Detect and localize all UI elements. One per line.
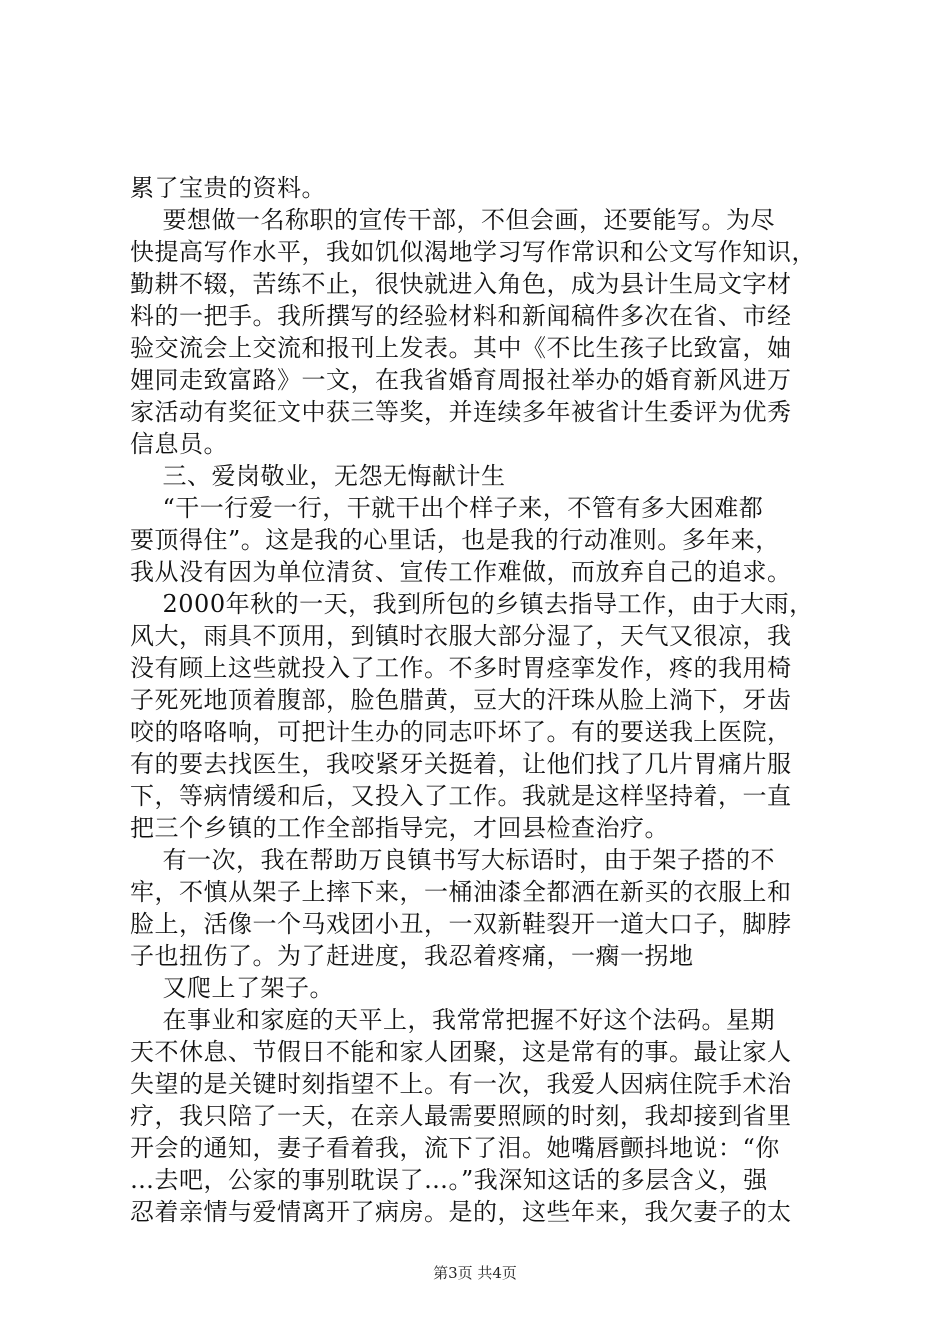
- text-line: 验交流会上交流和报刊上发表。其中《不比生孩子比致富，妯: [130, 334, 792, 362]
- text-line: 快提高写作水平，我如饥似渴地学习写作常识和公文写作知识，: [130, 238, 816, 266]
- text-line: 疗，我只陪了一天，在亲人最需要照顾的时刻，我却接到省里: [130, 1102, 792, 1130]
- text-line: 娌同走致富路》一文，在我省婚育周报社举办的婚育新风进万: [130, 366, 792, 394]
- text-line: 天不休息、节假日不能和家人团聚，这是常有的事。最让家人: [130, 1038, 792, 1066]
- text-line: 开会的通知，妻子看着我，流下了泪。她嘴唇颤抖地说：“你: [130, 1134, 780, 1162]
- text-line: 下，等病情缓和后，又投入了工作。我就是这样坚持着，一直: [130, 782, 792, 810]
- text-line: 脸上，活像一个马戏团小丑，一双新鞋裂开一道大口子，脚脖: [130, 910, 792, 938]
- text-line: 子死死地顶着腹部，脸色腊黄，豆大的汗珠从脸上淌下，牙齿: [130, 686, 792, 714]
- text-line: 有的要去找医生，我咬紧牙关挺着，让他们找了几片胃痛片服: [130, 750, 792, 778]
- text-line: 子也扭伤了。为了赶进度，我忍着疼痛，一瘸一拐地: [130, 942, 694, 970]
- text-line: 有一次，我在帮助万良镇书写大标语时，由于架子搭的不: [130, 846, 776, 874]
- text-line: 勤耕不辍，苦练不止，很快就进入角色，成为县计生局文字材: [130, 270, 792, 298]
- text-line: 2000年秋的一天，我到所包的乡镇去指导工作，由于大雨，: [130, 590, 814, 618]
- text-line: 风大，雨具不顶用，到镇时衣服大部分湿了，天气又很凉，我: [130, 622, 792, 650]
- text-line: 累了宝贵的资料。: [130, 174, 326, 202]
- page-footer: [0, 1263, 950, 1283]
- text-line: 在事业和家庭的天平上，我常常把握不好这个法码。星期: [130, 1006, 776, 1034]
- text-line: 没有顾上这些就投入了工作。不多时胃痉挛发作，疼的我用椅: [130, 654, 792, 682]
- text-line: 失望的是关键时刻指望不上。有一次，我爱人因病住院手术治: [130, 1070, 792, 1098]
- text-line: 牢，不慎从架子上摔下来，一桶油漆全都洒在新买的衣服上和: [130, 878, 792, 906]
- text-line: 咬的咯咯响，可把计生办的同志吓坏了。有的要送我上医院，: [130, 718, 792, 746]
- text-line: “干一行爱一行，干就干出个样子来，不管有多大困难都: [130, 494, 764, 522]
- section-heading: 三、爱岗敬业，无怨无悔献计生: [130, 462, 506, 490]
- text-line: 我从没有因为单位清贫、宣传工作难做，而放弃自己的追求。: [130, 558, 792, 586]
- text-line: 要想做一名称职的宣传干部，不但会画，还要能写。为尽: [130, 206, 776, 234]
- text-line: 信息员。: [130, 430, 228, 458]
- text-line: 把三个乡镇的工作全部指导完，才回县检查治疗。: [130, 814, 669, 842]
- text-line: …去吧，公家的事别耽误了…。”我深知这话的多层含义，强: [130, 1166, 768, 1194]
- text-line: 料的一把手。我所撰写的经验材料和新闻稿件多次在省、市经: [130, 302, 792, 330]
- text-line: 又爬上了架子。: [130, 974, 335, 1002]
- page-number: 第3页 共4页: [433, 1264, 517, 1282]
- text-line: 要顶得住”。这是我的心里话，也是我的行动准则。多年来，: [130, 526, 780, 554]
- text-line: 家活动有奖征文中获三等奖，并连续多年被省计生委评为优秀: [130, 398, 792, 426]
- text-line: 忍着亲情与爱情离开了病房。是的，这些年来，我欠妻子的太: [130, 1198, 792, 1226]
